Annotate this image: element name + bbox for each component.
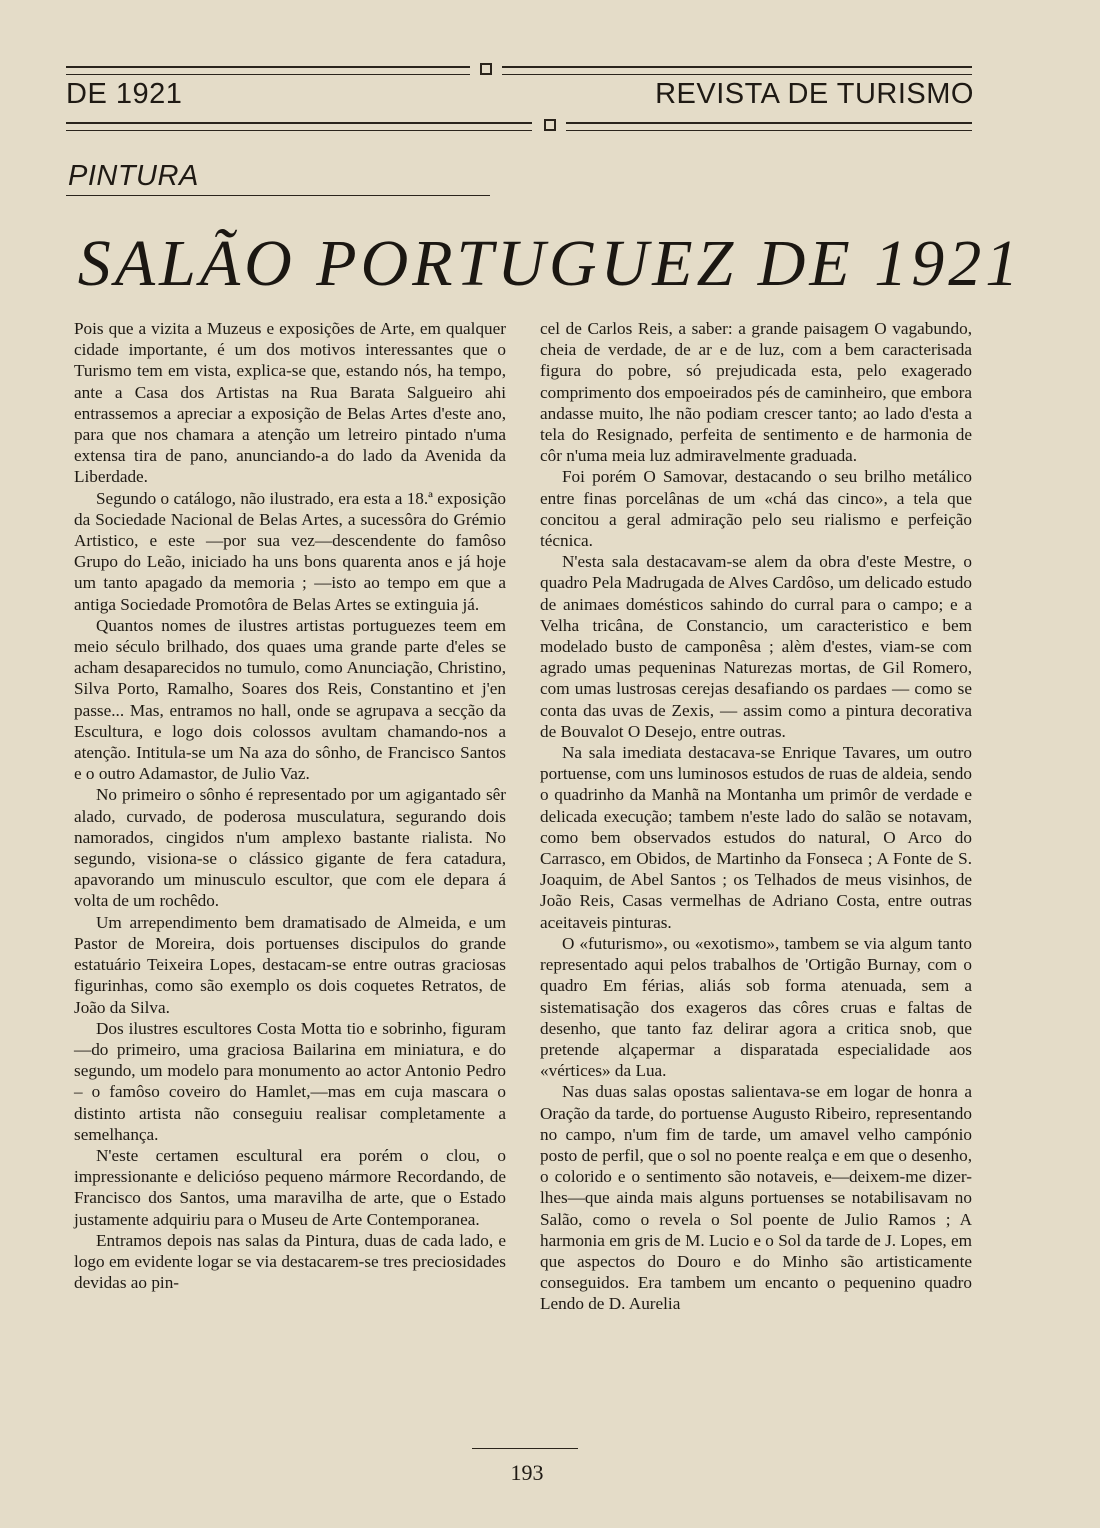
paragraph: Nas duas salas opostas salientava-se em logar de honra a Oração da tarde, do portuense Augusto Ribeiro, representando no campo, n'um fim de tarde, um amavel velho campónio posto de perfil, que o sol no poente realça e em que o desenho, o colorido e o sentimento são notaveis, e—deixem-me dizer-lhes—que ainda mais alguns portuenses se notabilisavam no Salão, como o revela o Sol poente de Julio Ramos ; A harmonia em gris de M. Lucio e o Sol da tarde de J. Lopes, em que aspectos do Douro e do Minho são artisticamente conseguidos. Era tambem um encanto o pequenino quadro Lendo de D. Aurelia bbox=[540, 1082, 972, 1314]
section-label: PINTURA bbox=[68, 160, 199, 192]
paragraph: N'este certamen escultural era porém o clou, o impressionante e delicióso pequeno mármore Recordando, de Francisco dos Santos, uma maravilha de arte, que o Estado justamente adquiriu para o Museu de Arte Contemporanea. bbox=[74, 1145, 506, 1229]
paragraph: Segundo o catálogo, não ilustrado, era esta a 18.ª exposição da Sociedade Nacional de Belas Artes, a sucessôra do Grémio Artistico, e este —por sua vez—descendente do famôso Grupo do Leão, iniciado ha uns bons quarenta anos e já hoje um tanto apagado da memoria ; —isto ao tempo em que a antiga Sociedade Promotôra de Belas Artes se extinguia já. bbox=[74, 488, 506, 614]
paragraph: Quantos nomes de ilustres artistas portuguezes teem em meio século brilhado, dos quaes uma grande parte d'eles se acham desaparecidos no tumulo, como Anunciação, Christino, Silva Porto, Ramalho, Soares dos Reis, Constantino et j'en passe... Mas, entramos no hall, onde se agrupava a secção da Escultura, e logo dois colossos avultam chamando-nos a atenção. Intitula-se um Na aza do sônho, de Francisco Santos e o outro Adamastor, de Julio Vaz. bbox=[74, 615, 506, 784]
footer-rule bbox=[472, 1448, 578, 1449]
paragraph: Foi porém O Samovar, destacando o seu brilho metálico entre finas porcelânas de um «chá das cinco», a tela que concitou a geral admiração pelo seu rialismo e perfeição técnica. bbox=[540, 467, 972, 551]
paragraph: Entramos depois nas salas da Pintura, duas de cada lado, e logo em evidente logar se via destacarem-se tres preciosidades devidas ao pin- bbox=[74, 1230, 506, 1293]
paragraph: No primeiro o sônho é representado por um agigantado sêr alado, curvado, de poderosa musculatura, segurando dois namorados, cingidos n'um amplexo bastante rialista. No segundo, visiona-se o clássico gigante de fera catadura, apavorando um minusculo escultor, que com ele depara á volta de um rochêdo. bbox=[74, 785, 506, 911]
header-magazine-title: REVISTA DE TURISMO bbox=[655, 78, 974, 110]
article-title: SALÃO PORTUGUEZ DE 1921 bbox=[77, 227, 1023, 300]
top-rule-ornament bbox=[66, 63, 972, 77]
paragraph: Pois que a vizita a Muzeus e exposições de Arte, em qualquer cidade importante, é um dos motivos interessantes que o Turismo tem em vista, explica-se que, estando nós, ha tempo, ante a Casa dos Artistas na Rua Barata Salgueiro ahi entrassemos a apreciar a exposição de Belas Artes d'este ano, para que nos chamara a atenção um letreiro pintado n'uma extensa tira de pano, anunciando-a do lado da Avenida da Liberdade. bbox=[74, 319, 506, 487]
paragraph: N'esta sala destacavam-se alem da obra d'este Mestre, o quadro Pela Madrugada de Alves Cardôso, um delicado estudo de animaes domésticos sahindo do curral para o campo; e a Velha tricâna, de Constancio, um caracteristico e bem modelado busto de camponêsa ; alèm d'estes, viam-se com agrado umas pequeninas Naturezas mortas, de Gil Romero, com umas lustrosas cerejas desafiando os pardaes — como se conta das uvas de Zexis, — assim como a pintura decorativa de Bouvalot O Desejo, entre outras. bbox=[540, 552, 972, 741]
paragraph: Um arrependimento bem dramatisado de Almeida, e um Pastor de Moreira, dois portuenses discipulos do grande estatuário Teixeira Lopes, destacam-se entre outras graciosas figurinhas, como são exemplo os dois coquetes Retratos, de João da Silva. bbox=[74, 912, 506, 1017]
paragraph: cel de Carlos Reis, a saber: a grande paisagem O vagabundo, cheia de verdade, de ar e de luz, com a bem caracterisada figura do pobre, só prejudicada esta, pelo exagerado comprimento dos empoeirados pés de caminheiro, que embora andasse muito, lhe não podiam crescer tanto; ao lado d'esta a tela do Resignado, perfeita de sentimento e de harmonia de côr n'uma meia luz admiravelmente graduada. bbox=[540, 319, 972, 466]
header-rule-ornament bbox=[66, 119, 972, 133]
paragraph: O «futurismo», ou «exotismo», tambem se via algum tanto representado aqui pelos trabalhos de 'Ortigão Burnay, com o quadro Em férias, aliás sob forma atenuada, sem a sistematisação dos exageros das côres cruas e faltas de desenho, que tanto faz delirar agora a critica snob, que pretende alçapermar a disparatada especialidade aos «vértices» da Lua. bbox=[540, 933, 972, 1081]
left-column bbox=[74, 318, 506, 1293]
right-column bbox=[540, 318, 972, 1315]
header-date: DE 1921 bbox=[66, 78, 183, 110]
page-number: 193 bbox=[510, 1460, 544, 1485]
section-rule bbox=[66, 195, 490, 196]
paragraph: Na sala imediata destacava-se Enrique Tavares, um outro portuense, com uns luminosos estudos de ruas de aldeia, sendo o quadrinho da Manhã na Montanha um primôr de verdade e delicada execução; tambem n'este lado do salão se notavam, como bem observados estudos do natural, O Arco do Carrasco, em Obidos, de Martinho da Fonseca ; A Fonte de S. Joaquim, de Abel Santos ; os Telhados de meus visinhos, de João Reis, Casas vermelhas de Adriano Costa, entre outras aceitaveis pinturas. bbox=[540, 743, 972, 932]
paragraph: Dos ilustres escultores Costa Motta tio e sobrinho, figuram—do primeiro, uma graciosa Bailarina em miniatura, e do segundo, um modelo para monumento ao actor Antonio Pedro – o famôso coveiro do Hamlet,—mas em cuja mascara o distinto artista não conseguiu realisar completamente a semelhança. bbox=[74, 1018, 506, 1144]
